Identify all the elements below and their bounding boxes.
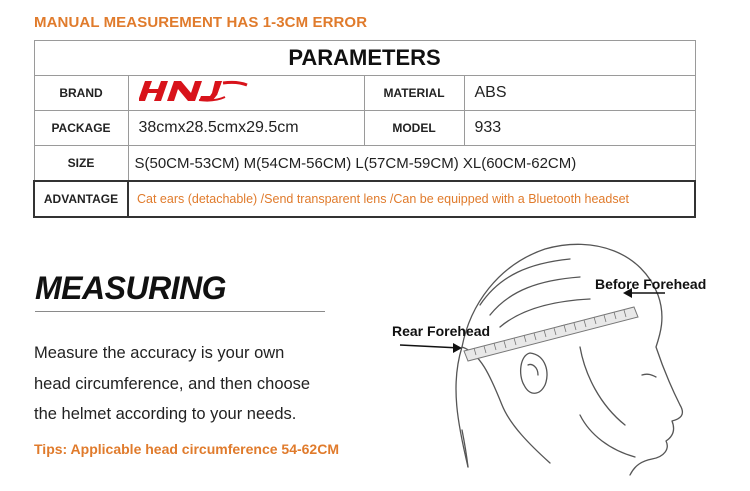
head-measurement-illustration [380, 235, 710, 485]
description-line: head circumference, and then choose [34, 374, 311, 393]
package-row [34, 111, 695, 146]
description-line: Measure the accuracy is your own [34, 344, 285, 362]
title-underline [35, 311, 325, 312]
description-line: the helmet according to your needs. [34, 405, 297, 423]
measuring-title: MEASURING [35, 270, 227, 306]
ear-outline [521, 353, 547, 393]
parameters-table [33, 40, 696, 218]
brand-logo-cell [128, 76, 364, 111]
table-title: PARAMETERS [34, 41, 695, 76]
size-label: SIZE [34, 146, 128, 182]
neck-outline [462, 430, 468, 467]
rear-forehead-label: Rear Forehead [392, 323, 491, 339]
model-value: 933 [464, 111, 695, 146]
package-value: 38cmx28.5cmx29.5cm [128, 111, 364, 146]
before-forehead-label: Before Forehead [595, 276, 707, 292]
material-value: ABS [464, 76, 695, 111]
material-label: MATERIAL [364, 76, 464, 111]
size-value: S(50CM-53CM) M(54CM-56CM) L(57CM-59CM) XL(60CM-62CM) [128, 146, 695, 182]
brand-row [34, 76, 695, 111]
brand-logo [139, 79, 249, 103]
model-label: MODEL [364, 111, 464, 146]
advantage-value: Cat ears (detachable) /Send transparent lens /Can be equipped with a Bluetooth headset [128, 181, 695, 217]
size-row [34, 146, 695, 182]
table-title-row [34, 41, 695, 76]
measuring-description [34, 338, 310, 430]
error-warning: MANUAL MEASUREMENT HAS 1-3CM ERROR [34, 14, 368, 31]
tips-text: Tips: Applicable head circumference 54-62CM [34, 441, 339, 457]
advantage-label: ADVANTAGE [34, 181, 128, 217]
brand-label: BRAND [34, 76, 128, 111]
package-label: PACKAGE [34, 111, 128, 146]
advantage-row [34, 181, 695, 217]
